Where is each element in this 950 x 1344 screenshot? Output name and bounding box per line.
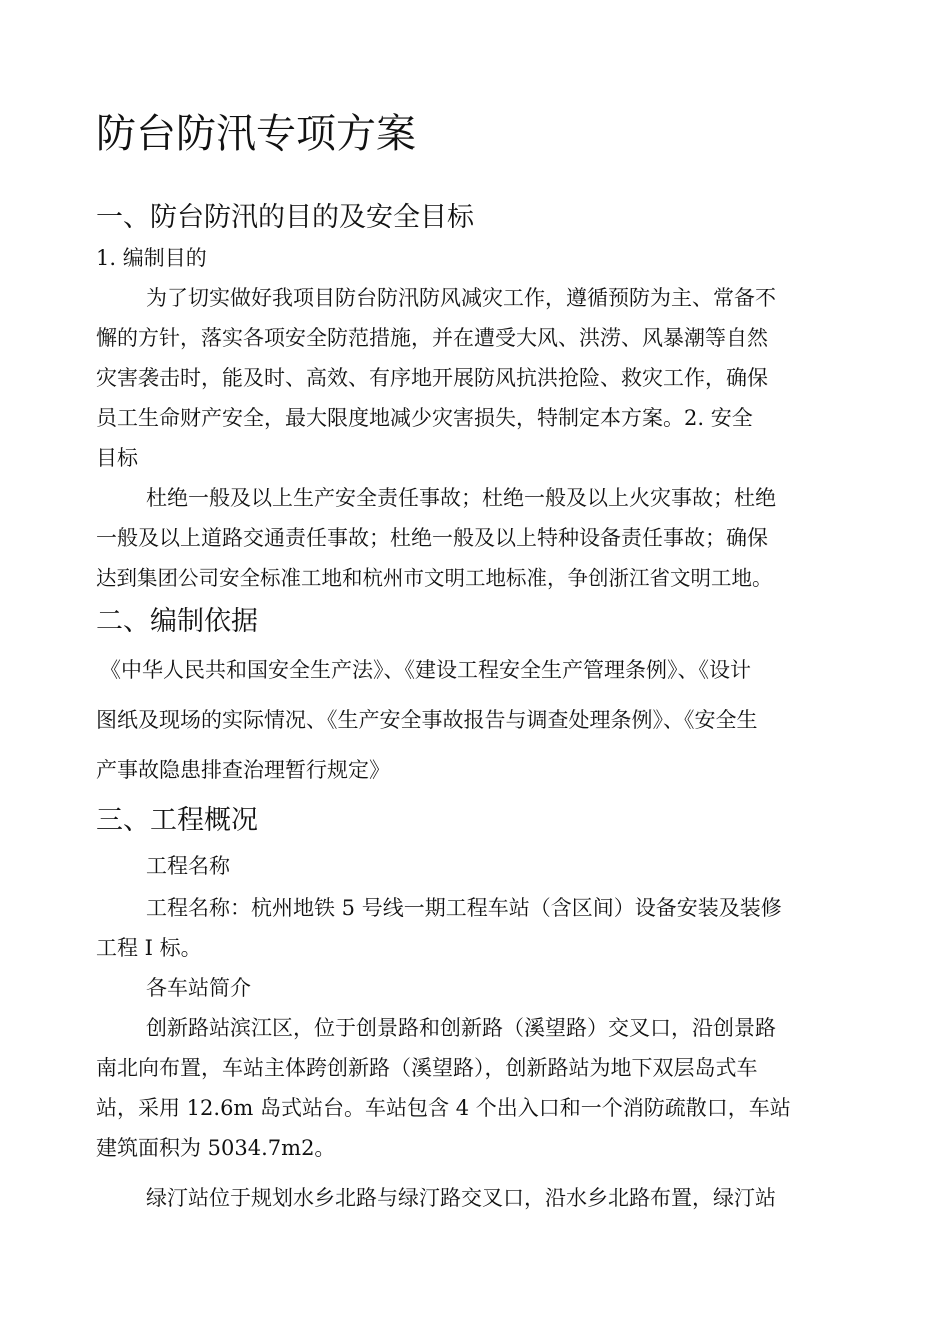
- paragraph-line: 员工生命财产安全，最大限度地减少灾害损失，特制定本方案。2. 安全: [96, 406, 753, 430]
- paragraph-line: 灾害袭击时，能及时、高效、有序地开展防风抗洪抢险、救灾工作，确保: [96, 366, 768, 390]
- paragraph-line: 绿汀站位于规划水乡北路与绿汀路交叉口，沿水乡北路布置，绿汀站: [146, 1186, 776, 1210]
- section-1-heading: 一、防台防汛的目的及安全目标: [96, 202, 474, 233]
- paragraph-line: 建筑面积为 5034.7m2。: [96, 1136, 336, 1160]
- paragraph-line: 目标: [96, 446, 138, 470]
- paragraph-line: 工程 I 标。: [96, 936, 202, 960]
- paragraph-line: 站，采用 12.6m 岛式站台。车站包含 4 个出入口和一个消防疏散口，车站: [96, 1096, 791, 1120]
- paragraph-line: 懈的方针，落实各项安全防范措施，并在遭受大风、洪涝、风暴潮等自然: [96, 326, 768, 350]
- paragraph-line: 产事故隐患排查治理暂行规定》: [96, 758, 390, 782]
- section-3-heading: 三、工程概况: [96, 805, 258, 836]
- section-1-subheading-purpose: 1. 编制目的: [96, 246, 207, 270]
- paragraph-line: 为了切实做好我项目防台防汛防风减灾工作，遵循预防为主、常备不: [146, 286, 776, 310]
- paragraph-line: 创新路站滨江区，位于创景路和创新路（溪望路）交叉口，沿创景路: [146, 1016, 776, 1040]
- paragraph-line: 图纸及现场的实际情况、《生产安全事故报告与调查处理条例》、《安全生: [96, 708, 758, 732]
- paragraph-line: 杜绝一般及以上生产安全责任事故；杜绝一般及以上火灾事故；杜绝: [146, 486, 776, 510]
- section-3-subheading-project-name: 工程名称: [146, 854, 230, 878]
- paragraph-line: 南北向布置，车站主体跨创新路（溪望路），创新路站为地下双层岛式车: [96, 1056, 758, 1080]
- section-3-subheading-stations: 各车站简介: [146, 976, 251, 1000]
- paragraph-line: 一般及以上道路交通责任事故；杜绝一般及以上特种设备责任事故；确保: [96, 526, 768, 550]
- section-2-heading: 二、编制依据: [96, 606, 258, 637]
- paragraph-line: 《中华人民共和国安全生产法》、《建设工程安全生产管理条例》、《设计: [100, 658, 751, 682]
- document-title: 防台防汛专项方案: [96, 111, 416, 157]
- paragraph-line: 工程名称：杭州地铁 5 号线一期工程车站（含区间）设备安装及装修: [146, 896, 782, 920]
- paragraph-line: 达到集团公司安全标准工地和杭州市文明工地标准，争创浙江省文明工地。: [96, 566, 773, 590]
